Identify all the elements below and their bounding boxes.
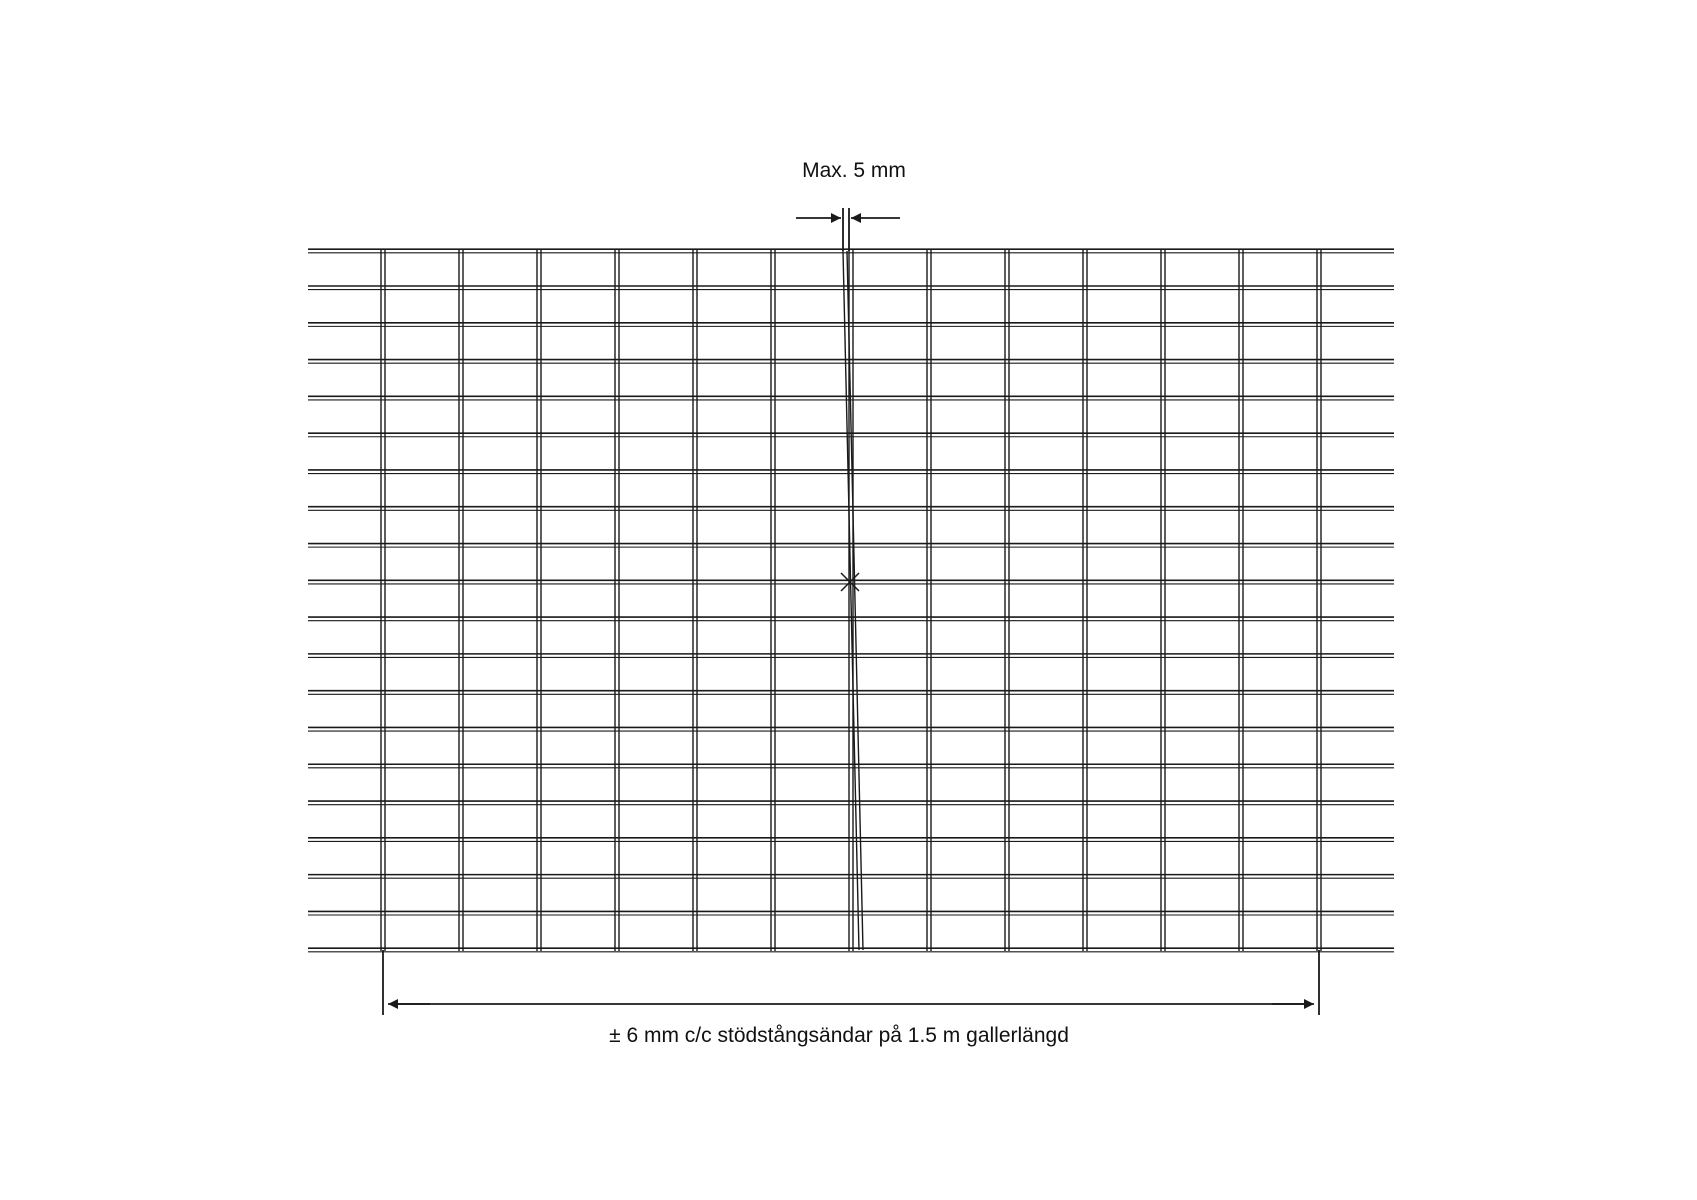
bottom-dimension [383, 950, 1319, 1015]
tolerance-label: ± 6 mm c/c stödstångsändar på 1.5 m gallerlängd [609, 1024, 1069, 1047]
max-gap-label: Max. 5 mm [802, 159, 906, 182]
top-dimension [796, 208, 900, 251]
